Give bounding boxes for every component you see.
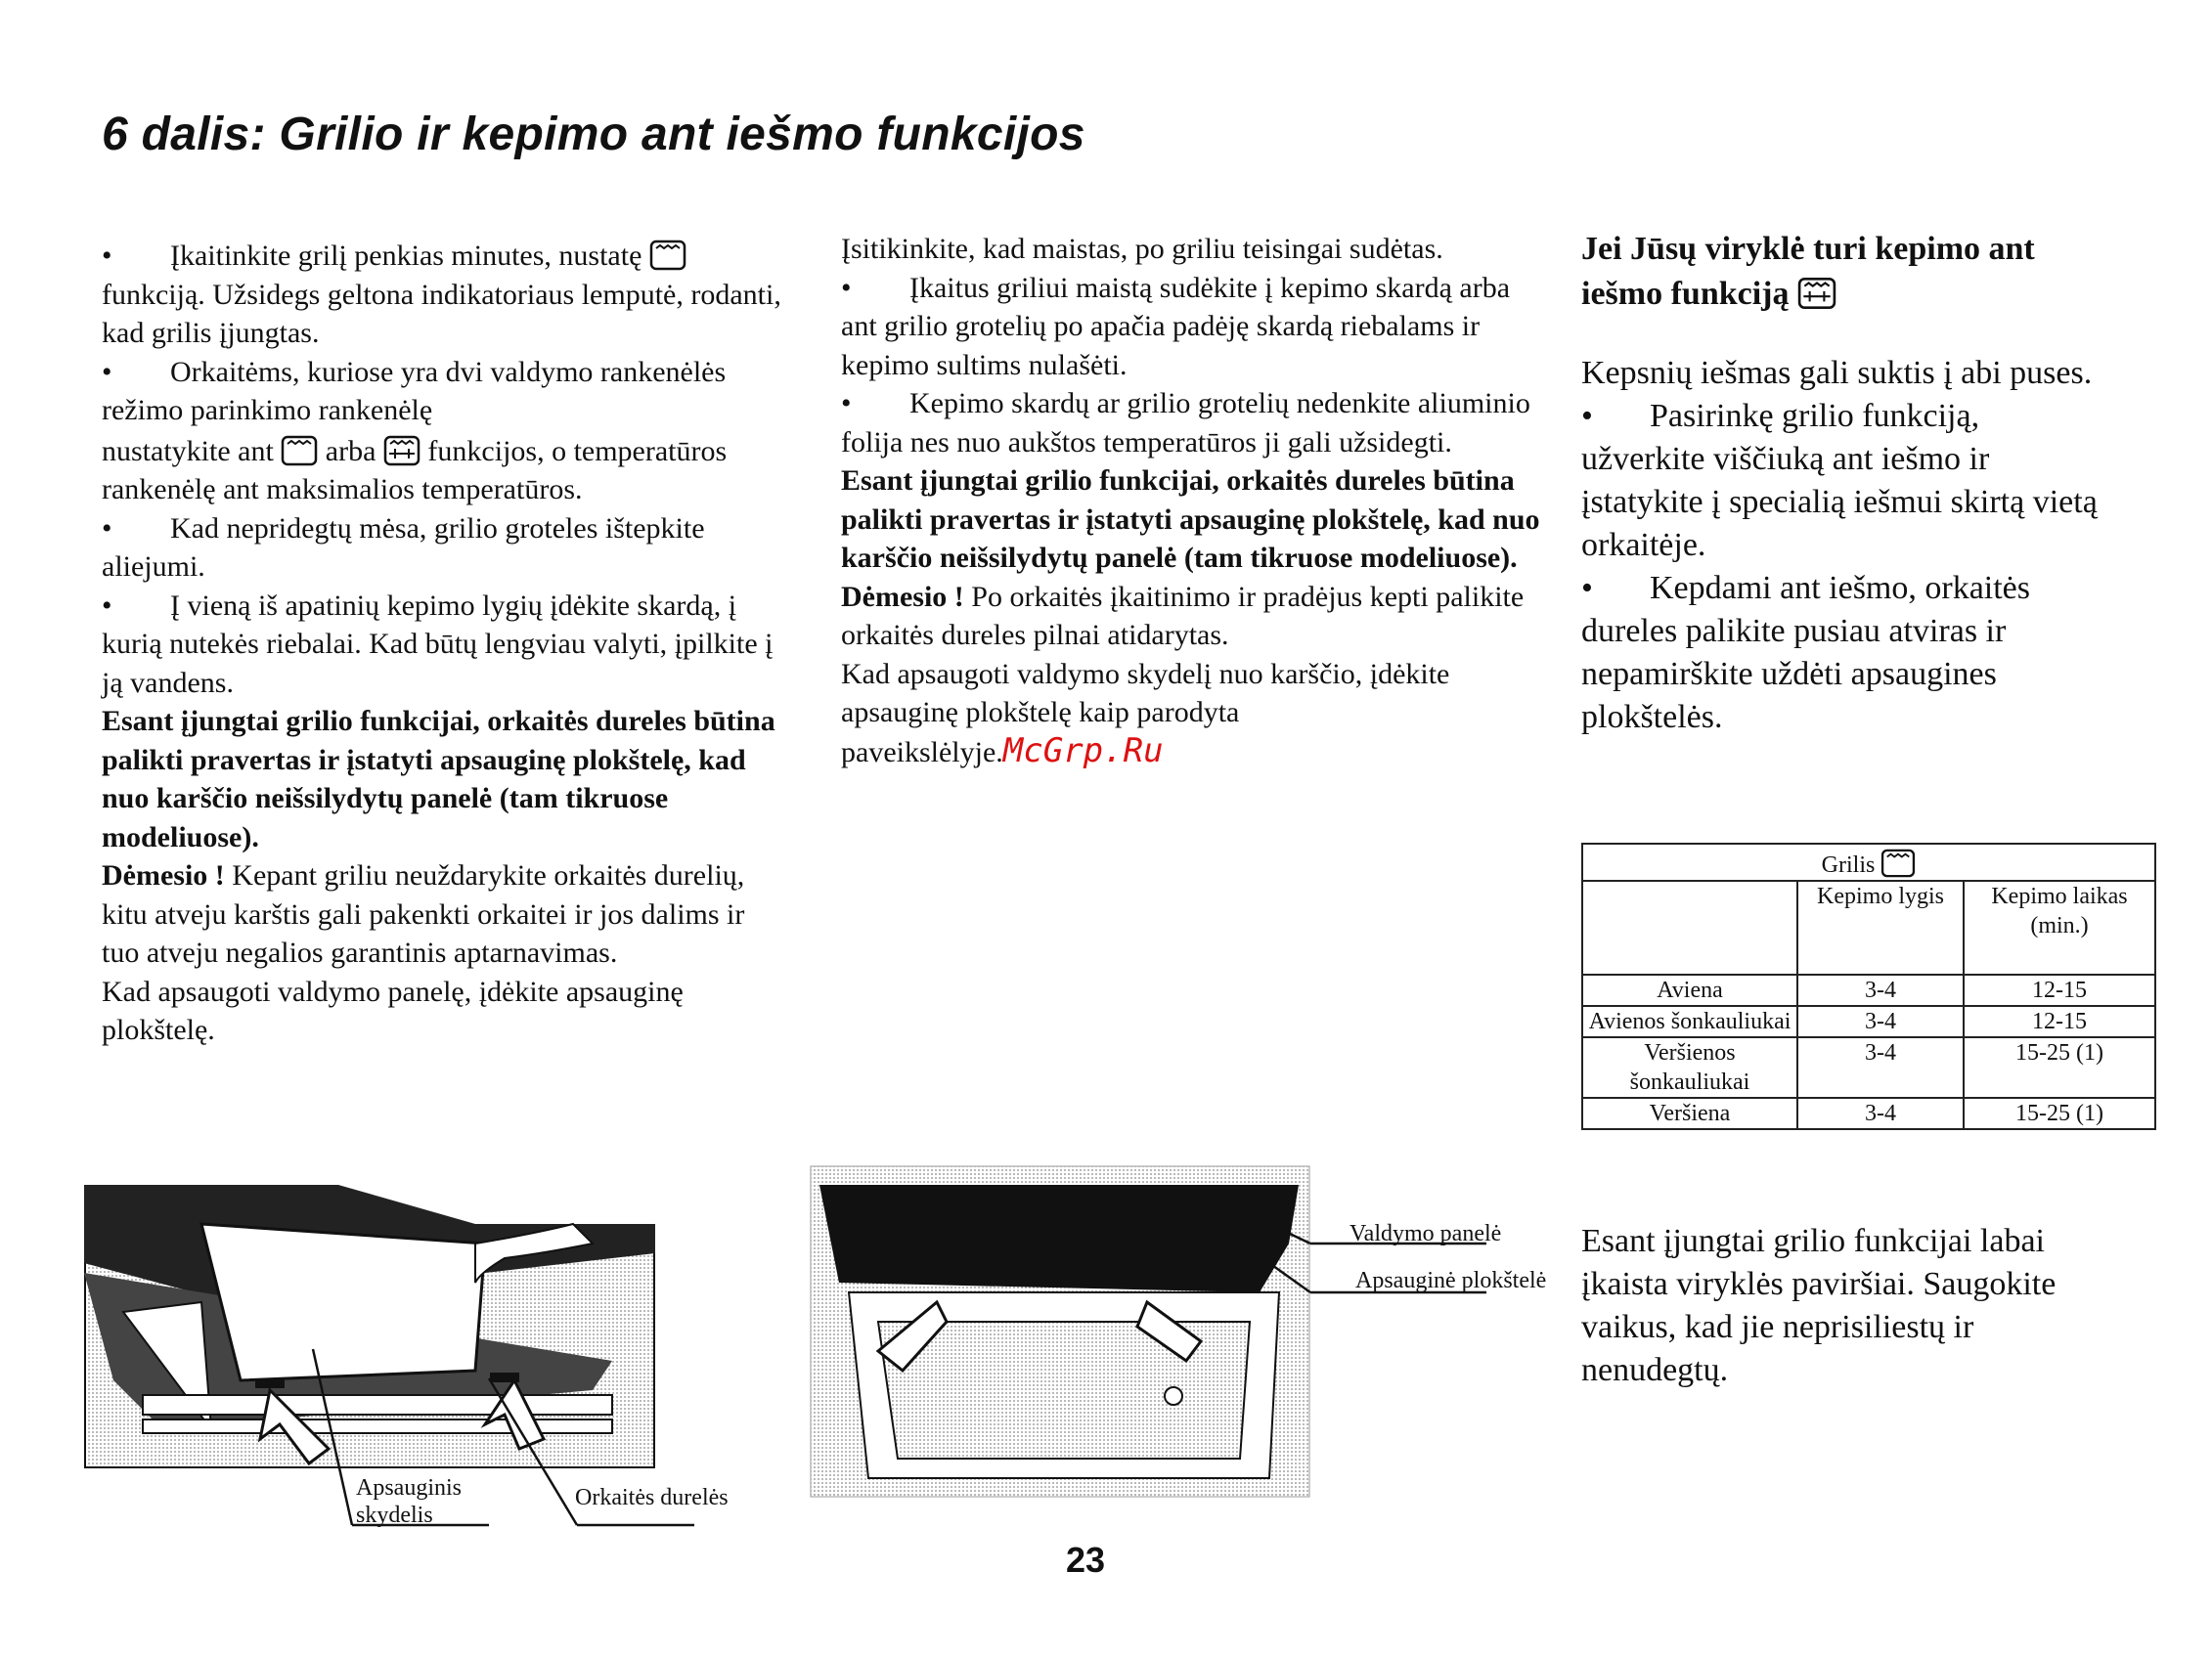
paragraph: Kad apsaugoti valdymo skydelį nuo karščio, įdėkite apsauginę plokštelę kaip parodyta paveikslėlyje.McGrp.Ru [841, 657, 1450, 770]
table-row: Aviena 3-4 12-15 [1582, 975, 2155, 1006]
paragraph: • Įkaitinkite grilį penkias minutes, nustatę [102, 237, 786, 276]
caption-protective-shield: Apsauginis skydelis [356, 1475, 462, 1528]
section-heading: Jei Jūsų viryklė turi kepimo ant [1581, 231, 2035, 267]
paragraph: nustatykite ant arba funkcijos, o temperatūros rankenėlę ant maksimalios temperatūros. [102, 434, 728, 505]
paragraph: Dėmesio ! Kepant griliu neuždarykite orkaitės durelių, kitu atveju karštis gali pakenkti orkaitei ir jos dalims ir tuo atveju negalios garantinis aptarnavimas. [102, 859, 745, 969]
paragraph: Kad apsaugoti valdymo panelę, įdėkite apsauginę plokštelę. [102, 975, 684, 1046]
caption-oven-door: Orkaitės durelės [575, 1485, 729, 1510]
paragraph: • Kepimo skardų ar grilio grotelių nedenkite aliuminio folija nes nuo aukštos temperatūros ji gali užsidegti. [841, 387, 1530, 458]
rotisserie-icon [1797, 277, 1836, 310]
warning-paragraph: Esant įjungtai grilio funkcijai, orkaitės dureles būtina palikti pravertas ir įstatyti apsauginę plokštelę, kad nuo karščio neišsilydytų panelė (tam tikruose modeliuose). [841, 464, 1540, 574]
table-row: Avienos šonkauliukai 3-4 12-15 [1582, 1006, 2155, 1037]
paragraph: Kepsnių iešmas gali suktis į abi puses. [1581, 355, 2093, 391]
caption-protective-plate: Apsauginė plokštelė [1355, 1268, 1547, 1293]
paragraph: • Į vieną iš apatinių kepimo lygių įdėkite skardą, į kurią nutekės riebalai. Kad būtų lengviau valyti, įpilkite į ją vandens. [102, 589, 774, 699]
column-right [1581, 227, 2109, 739]
control-panel-figure [810, 1165, 1310, 1498]
table-header-time: Kepimo laikas (min.) [1964, 881, 2155, 975]
section-heading: iešmo funkciją [1581, 272, 2109, 317]
page-title: 6 dalis: Grilio ir kepimo ant iešmo funkcijos [102, 109, 1085, 160]
column-left [102, 237, 786, 1050]
table-title: Grilis [1582, 844, 2155, 881]
watermark: McGrp.Ru [1002, 730, 1164, 770]
paragraph: • Kepdami ant iešmo, orkaitės dureles palikite pusiau atviras ir nepamirškite uždėti apsaugines plokštelės. [1581, 570, 2031, 735]
grill-icon [649, 240, 686, 271]
paragraph: • Orkaitėms, kuriose yra dvi valdymo rankenėlės režimo parinkimo rankenėlę [102, 355, 727, 426]
paragraph: Įsitikinkite, kad maistas, po griliu teisingai sudėtas. [841, 233, 1443, 265]
rotisserie-icon [383, 435, 420, 466]
grill-icon [1880, 849, 1916, 878]
table-header-empty [1582, 881, 1797, 975]
paragraph: funkciją. Užsidegs geltona indikatoriaus lemputė, rodanti, kad grilis įjungtas. [102, 278, 781, 349]
paragraph: • Kad nepridegtų mėsa, grilio groteles ištepkite aliejumi. [102, 511, 705, 583]
column-middle [841, 230, 1545, 771]
paragraph: • Įkaitus griliui maistą sudėkite į kepimo skardą arba ant grilio grotelių po apačia padėję skardą riebalams ir kepimo sultims nulašėti. [841, 271, 1511, 381]
table-row: Veršienos šonkauliukai 3-4 15-25 (1) [1582, 1037, 2155, 1098]
paragraph: • Pasirinkę grilio funkciją, užverkite viščiuką ant iešmo ir įstatykite į specialią iešmui skirtą vietą orkaitėje. [1581, 398, 2098, 563]
table-header-level: Kepimo lygis [1797, 881, 1964, 975]
page-number: 23 [1066, 1540, 1106, 1580]
grill-icon [281, 435, 318, 466]
warning-paragraph: Esant įjungtai grilio funkcijai, orkaitės dureles būtina palikti pravertas ir įstatyti apsauginę plokštelę, kad nuo karščio neišsilydytų panelė (tam tikruose modeliuose). [102, 705, 775, 853]
paragraph: Esant įjungtai grilio funkcijai labai įkaista viryklės paviršiai. Saugokite vaikus, kad jie neprisiliestų ir nenudegtų. [1581, 1223, 2057, 1388]
table-row: Veršiena 3-4 15-25 (1) [1582, 1098, 2155, 1129]
grill-table [1581, 843, 2156, 1130]
paragraph: Dėmesio ! Po orkaitės įkaitinimo ir pradėjus kepti palikite orkaitės dureles pilnai atidarytas. [841, 580, 1525, 651]
caption-control-panel: Valdymo panelė [1349, 1221, 1502, 1246]
